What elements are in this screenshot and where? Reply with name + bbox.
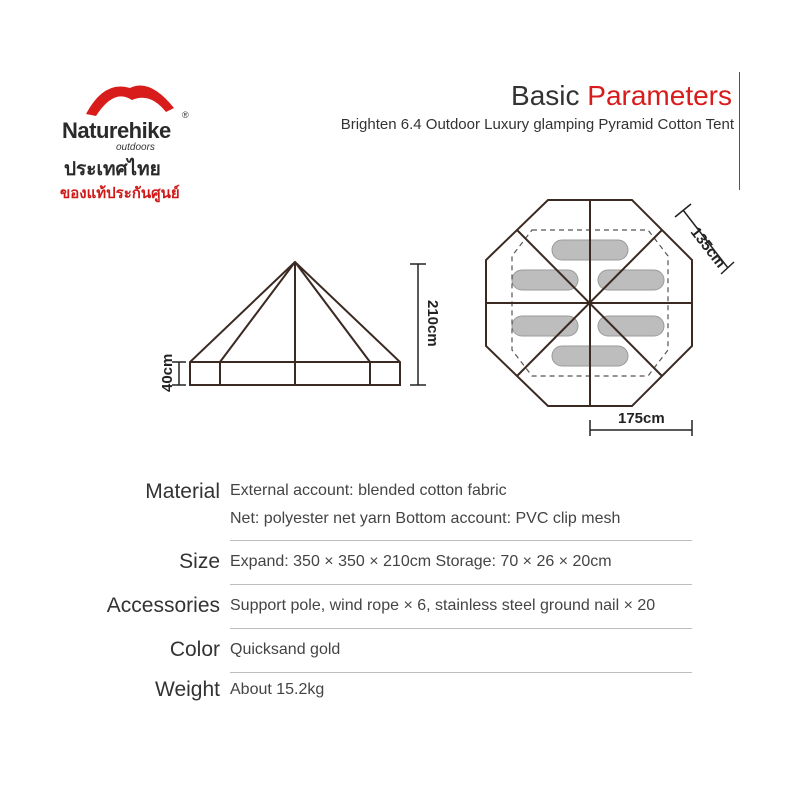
authentic-badge: ของแท้ประกันศูนย์	[60, 185, 180, 202]
width-label: 175cm	[618, 410, 665, 427]
tent-side-view	[190, 262, 400, 385]
row-divider	[230, 584, 692, 585]
row-divider	[230, 540, 692, 541]
row-divider	[230, 672, 692, 673]
spec-value: Quicksand gold	[230, 641, 341, 658]
side-length-label: 135cm	[686, 223, 730, 272]
spec-value: About 15.2kg	[230, 681, 325, 698]
spec-value: Support pole, wind rope × 6, stainless steel ground nail × 20	[230, 597, 656, 614]
spec-label: Weight	[155, 678, 220, 701]
spec-label: Material	[145, 480, 220, 503]
registered-mark: ®	[182, 110, 189, 120]
wall-height-label: 40cm	[159, 353, 176, 392]
tent-top-view	[486, 200, 692, 406]
product-subtitle: Brighten 6.4 Outdoor Luxury glamping Pyramid Cotton Tent	[340, 116, 734, 133]
spec-label: Color	[169, 638, 220, 661]
spec-value: External account: blended cotton fabric	[230, 482, 507, 499]
brand-tagline: outdoors	[116, 142, 155, 153]
title-parameters: Parameters	[587, 80, 732, 111]
spec-value: Net: polyester net yarn Bottom account: PVC clip mesh	[230, 510, 621, 527]
row-divider	[230, 628, 692, 629]
spec-value: Expand: 350 × 350 × 210cm Storage: 70 × 26 × 20cm	[230, 553, 612, 570]
title-basic: Basic	[511, 80, 588, 111]
spec-label: Accessories	[106, 594, 220, 617]
brand-name: Naturehike	[62, 118, 171, 143]
brand-country: ประเทศไทย	[64, 159, 161, 180]
spec-label: Size	[179, 550, 220, 573]
height-dimension	[410, 264, 426, 385]
height-label: 210cm	[424, 300, 441, 347]
